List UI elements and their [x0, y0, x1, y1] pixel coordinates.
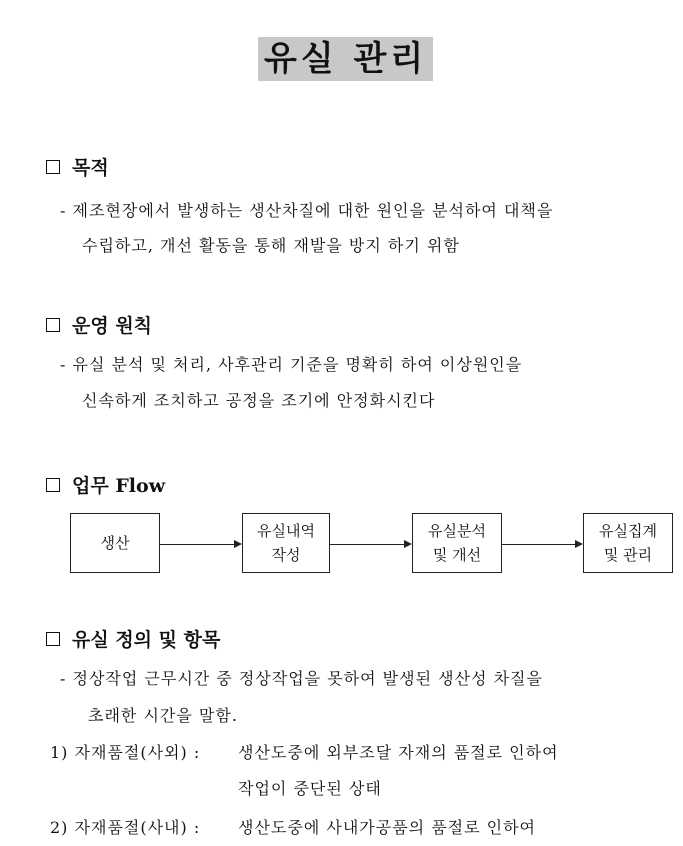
section-heading-flow [46, 471, 165, 498]
purpose-line-2: 수립하고, 개선 활동을 통해 재발을 방지 하기 위함 [82, 236, 460, 255]
flow-arrow-icon [502, 544, 581, 545]
section-heading-label: 업무 Flow [72, 475, 166, 497]
page-title: 유실 관리 [258, 37, 433, 81]
principle-line-1: - 유실 분석 및 처리, 사후관리 기준을 명확히 하여 이상원인을 [60, 355, 523, 374]
item-1-desc: 생산도중에 외부조달 자재의 품절로 인하여 [238, 743, 559, 762]
section-heading-purpose [46, 153, 109, 180]
checkbox-square-icon [46, 632, 60, 646]
section-heading-label: 유실 정의 및 항목 [72, 629, 221, 651]
section-heading-principle [46, 311, 152, 338]
purpose-line-1: - 제조현장에서 발생하는 생산차질에 대한 원인을 분석하여 대책을 [60, 201, 554, 220]
definition-line-1: - 정상작업 근무시간 중 정상작업을 못하여 발생된 생산성 차질을 [60, 669, 543, 688]
flow-step-loss-analysis: 유실분석 및 개선 [412, 513, 502, 573]
item-2-desc: 생산도중에 사내가공품의 품절로 인하여 [238, 818, 537, 837]
item-1-desc-cont: 작업이 중단된 상태 [238, 779, 382, 798]
checkbox-square-icon [46, 478, 60, 492]
item-1-label: 1) 자재품절(사외) : [50, 743, 201, 762]
section-heading-label: 목적 [72, 157, 109, 179]
section-heading-definition [46, 625, 220, 652]
definition-line-2: 초래한 시간을 말함. [88, 706, 238, 725]
item-2-label: 2) 자재품절(사내) : [50, 818, 201, 837]
flow-step-loss-record: 유실내역 작성 [242, 513, 330, 573]
flow-step-loss-aggregation: 유실집계 및 관리 [583, 513, 673, 573]
principle-line-2: 신속하게 조치하고 공정을 조기에 안정화시킨다 [82, 391, 436, 410]
flow-arrow-icon [160, 544, 240, 545]
flow-step-production: 생산 [70, 513, 160, 573]
checkbox-square-icon [46, 160, 60, 174]
checkbox-square-icon [46, 318, 60, 332]
flow-arrow-icon [330, 544, 410, 545]
section-heading-label: 운영 원칙 [72, 315, 153, 337]
